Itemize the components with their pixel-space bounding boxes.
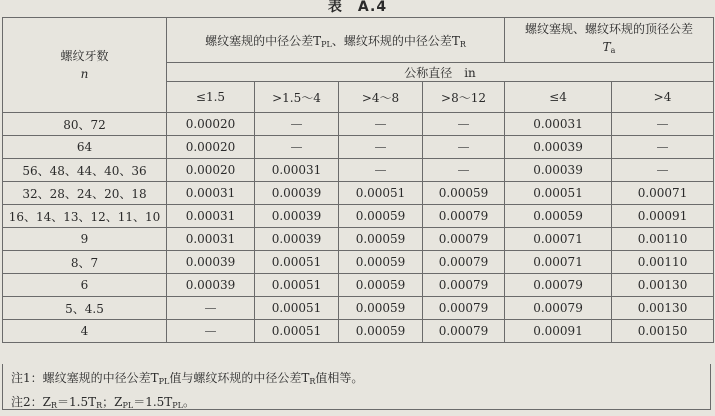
note-1-text-c: 值相等。 [315, 371, 364, 385]
note-1 [11, 368, 710, 392]
tolerance-cell: 0.00059 [339, 228, 423, 251]
note-2-sub-1: R [50, 401, 58, 410]
header-crest-tol-symbol: T [602, 40, 611, 54]
tolerance-cell: — [255, 113, 339, 136]
note-2-sub-2: R [96, 401, 103, 410]
tolerance-cell: 0.00130 [612, 274, 714, 297]
tolerance-cell: 0.00091 [505, 320, 612, 343]
tolerance-cell: 0.00079 [423, 251, 505, 274]
tolerance-cell: 0.00020 [167, 159, 255, 182]
thread-count-cell: 4 [3, 320, 167, 343]
tolerance-cell: 0.00059 [339, 205, 423, 228]
tolerance-cell: — [612, 159, 714, 182]
tolerance-cell: 0.00020 [167, 113, 255, 136]
table-row [3, 205, 714, 228]
header-nominal-diameter: 公称直径 in [167, 63, 714, 82]
header-pitch-tolerance [167, 18, 505, 63]
tolerance-cell: — [255, 136, 339, 159]
tolerance-cell: 0.00079 [423, 274, 505, 297]
table-row [3, 159, 714, 182]
tolerance-cell: — [612, 113, 714, 136]
tolerance-cell: 0.00079 [505, 297, 612, 320]
tolerance-cell: 0.00039 [255, 228, 339, 251]
thread-count-cell: 6 [3, 274, 167, 297]
tolerance-table [2, 17, 714, 343]
tolerance-cell: 0.00051 [255, 274, 339, 297]
tolerance-cell: 0.00079 [423, 205, 505, 228]
tolerance-cell: 0.00051 [255, 320, 339, 343]
tolerance-cell: 0.00091 [612, 205, 714, 228]
tolerance-cell: 0.00039 [505, 136, 612, 159]
tolerance-cell: 0.00039 [167, 251, 255, 274]
thread-count-cell: 64 [3, 136, 167, 159]
tolerance-cell: — [339, 159, 423, 182]
tolerance-cell: 0.00051 [255, 297, 339, 320]
tolerance-cell: 0.00071 [505, 228, 612, 251]
table-row [3, 113, 714, 136]
header-range-2: >4～8 [339, 82, 423, 113]
tolerance-cell: 0.00031 [505, 113, 612, 136]
note-2-sub-4: PL [172, 401, 183, 410]
header-range-1: >1.5～4 [255, 82, 339, 113]
header-thread-count [3, 18, 167, 113]
tolerance-cell: — [423, 136, 505, 159]
tolerance-cell: 0.00059 [339, 251, 423, 274]
header-pitch-tol-sub1: PL [321, 39, 332, 49]
note-2-text-e: 。 [182, 395, 195, 409]
table-row [3, 297, 714, 320]
tolerance-cell: 0.00071 [612, 182, 714, 205]
tolerance-cell: 0.00079 [423, 228, 505, 251]
note-2-text-d: ＝1.5T [133, 395, 173, 409]
note-2-sub-3: PL [122, 401, 134, 410]
table-row [3, 136, 714, 159]
tolerance-cell: 0.00059 [423, 182, 505, 205]
header-thread-count-label: 螺纹牙数 [60, 49, 109, 63]
tolerance-cell: — [339, 136, 423, 159]
note-2-text-b: ＝1.5T [57, 395, 97, 409]
note-1-text-b: 值与螺纹环规的中径公差T [169, 371, 310, 385]
tolerance-cell: 0.00031 [167, 182, 255, 205]
tolerance-cell: — [167, 320, 255, 343]
tolerance-cell: — [612, 136, 714, 159]
tolerance-cell: 0.00031 [167, 228, 255, 251]
table-row [3, 182, 714, 205]
tolerance-cell: 0.00059 [339, 297, 423, 320]
tolerance-cell: — [423, 159, 505, 182]
header-range-3: >8～12 [423, 82, 505, 113]
thread-count-cell: 56、48、44、40、36 [3, 159, 167, 182]
thread-count-cell: 32、28、24、20、18 [3, 182, 167, 205]
tolerance-cell: 0.00051 [255, 251, 339, 274]
table-row [3, 320, 714, 343]
tolerance-cell: — [423, 113, 505, 136]
note-2-text-a: 注2：Z [11, 395, 51, 409]
note-1-sub-2: R [309, 377, 316, 386]
tolerance-cell: 0.00039 [167, 274, 255, 297]
table-row [3, 228, 714, 251]
tolerance-cell: 0.00079 [423, 297, 505, 320]
header-range-5: >4 [612, 82, 714, 113]
tolerance-cell: 0.00110 [612, 228, 714, 251]
thread-count-cell: 5、4.5 [3, 297, 167, 320]
thread-count-cell: 80、72 [3, 113, 167, 136]
header-pitch-tol-label: 螺纹塞规的中径公差T [205, 33, 322, 48]
note-2-text-c: ；Z [102, 395, 123, 409]
table-row [3, 274, 714, 297]
table-row [3, 251, 714, 274]
header-pitch-tol-sub2: R [459, 39, 466, 49]
tolerance-cell: 0.00079 [423, 320, 505, 343]
table-body [3, 113, 714, 343]
tolerance-cell: 0.00039 [255, 182, 339, 205]
tolerance-cell: 0.00051 [339, 182, 423, 205]
tolerance-cell: 0.00059 [505, 205, 612, 228]
tolerance-cell: 0.00039 [505, 159, 612, 182]
tolerance-cell: 0.00130 [612, 297, 714, 320]
header-range-4: ≤4 [505, 82, 612, 113]
note-1-text-a: 注1：螺纹塞规的中径公差T [11, 371, 159, 385]
tolerance-cell: 0.00150 [612, 320, 714, 343]
header-range-0: ≤1.5 [167, 82, 255, 113]
note-1-sub-1: PL [158, 377, 170, 386]
thread-count-cell: 16、14、13、12、11、10 [3, 205, 167, 228]
tolerance-cell: 0.00031 [167, 205, 255, 228]
tolerance-cell: 0.00071 [505, 251, 612, 274]
tolerance-cell: 0.00020 [167, 136, 255, 159]
header-crest-tol-label: 螺纹塞规、螺纹环规的顶径公差 [525, 22, 694, 36]
tolerance-cell: 0.00110 [612, 251, 714, 274]
tolerance-cell: 0.00051 [505, 182, 612, 205]
thread-count-cell: 9 [3, 228, 167, 251]
header-pitch-tol-mid: 、螺纹环规的中径公差T [331, 33, 460, 48]
header-crest-tolerance [505, 18, 714, 63]
table-title: 表 A.4 [327, 0, 388, 15]
tolerance-cell: 0.00059 [339, 274, 423, 297]
note-2 [11, 392, 710, 416]
header-crest-tol-sub: a [610, 46, 616, 55]
thread-count-cell: 8、7 [3, 251, 167, 274]
tolerance-cell: 0.00039 [255, 205, 339, 228]
tolerance-cell: 0.00079 [505, 274, 612, 297]
table-notes [2, 364, 711, 410]
tolerance-cell: — [167, 297, 255, 320]
tolerance-cell: 0.00059 [339, 320, 423, 343]
header-thread-count-symbol: n [80, 67, 89, 81]
tolerance-cell: 0.00031 [255, 159, 339, 182]
tolerance-cell: — [339, 113, 423, 136]
